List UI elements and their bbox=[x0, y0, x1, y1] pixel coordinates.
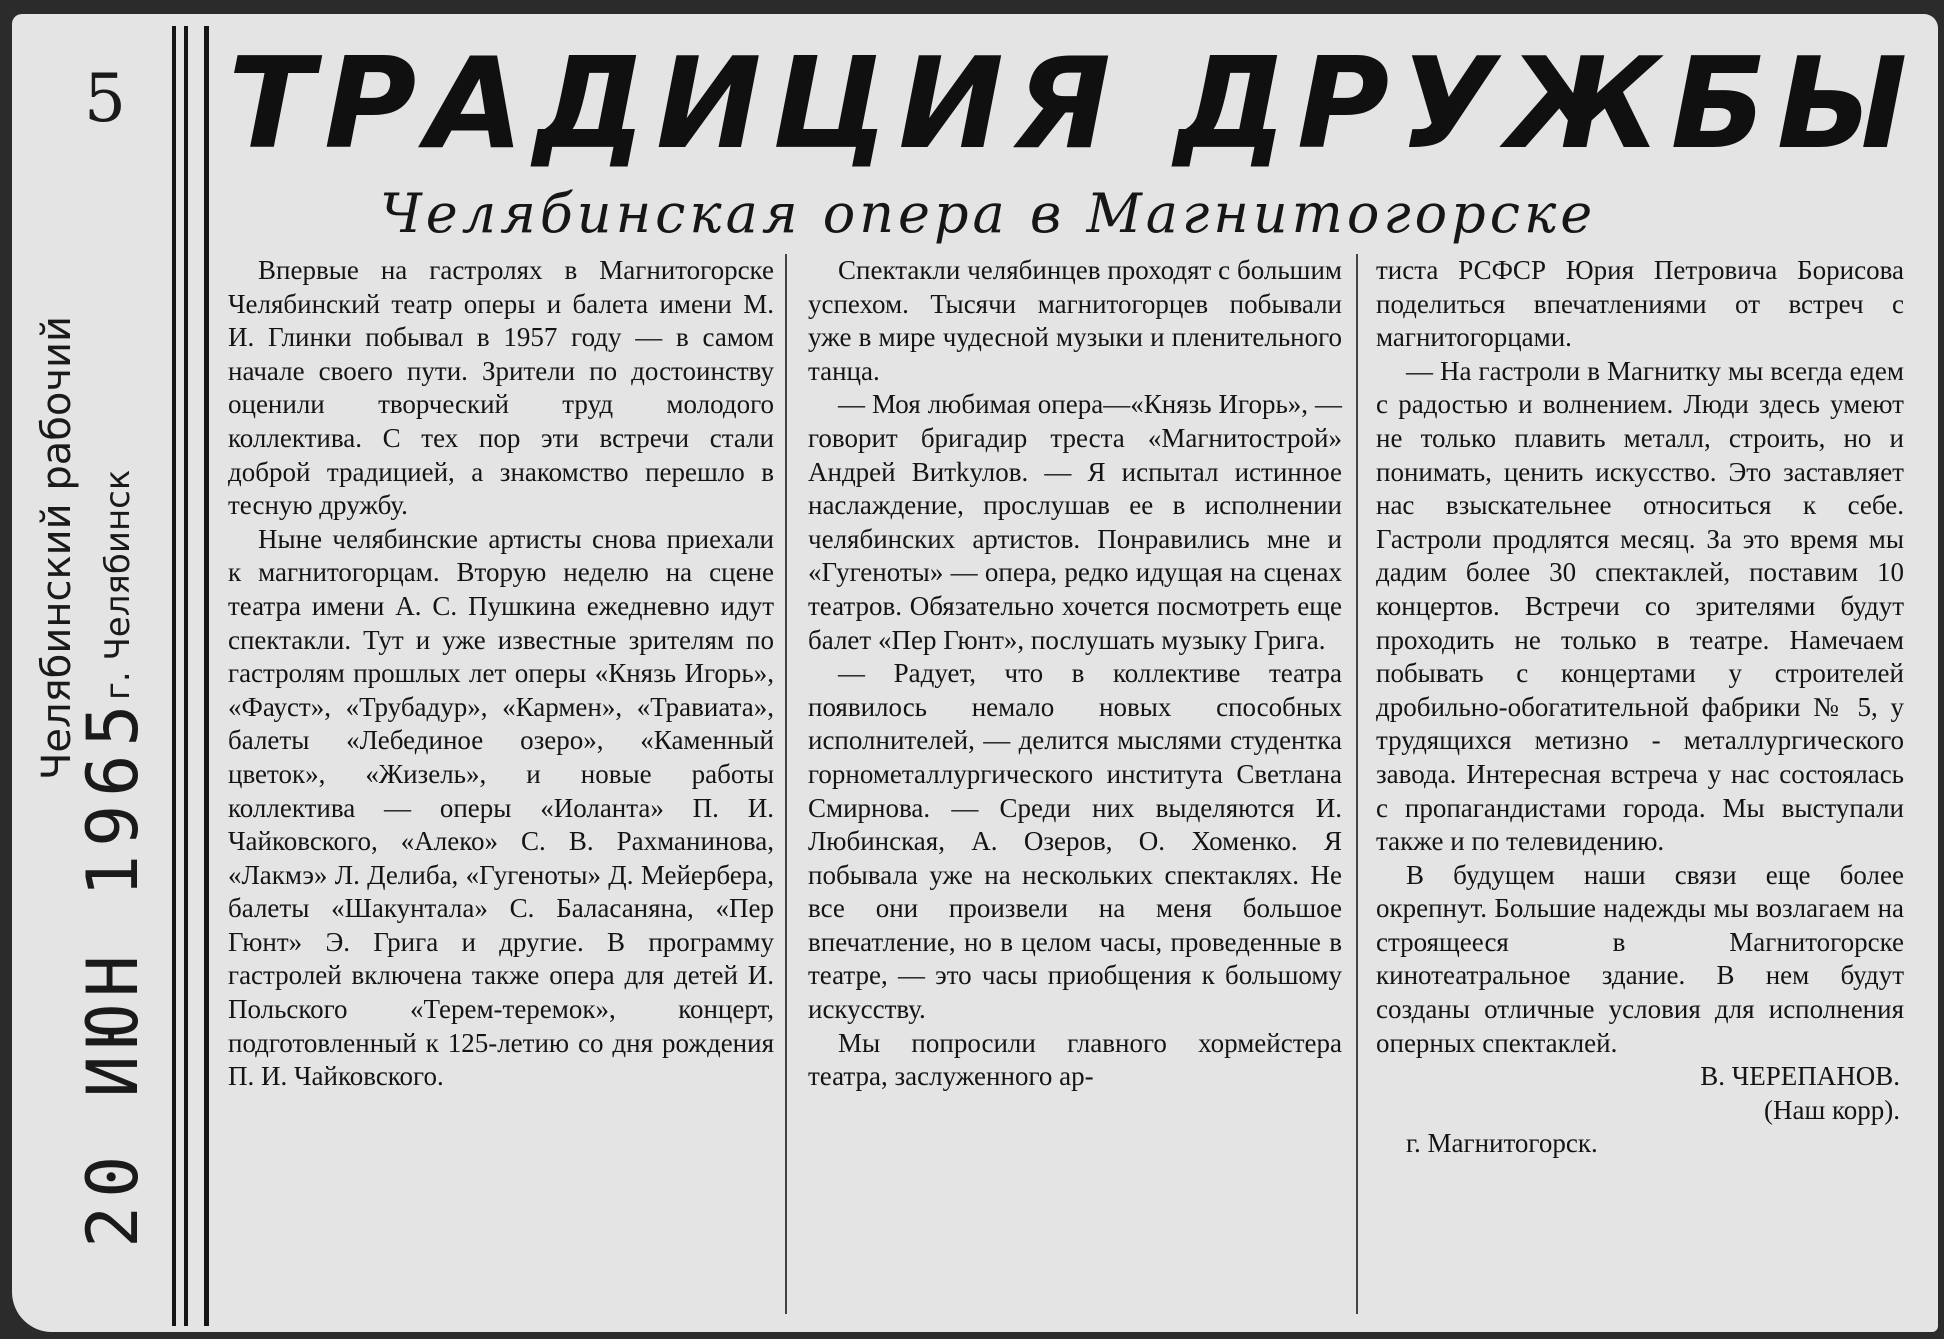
date-stamp: 20 ИЮН 1965 bbox=[72, 696, 154, 1248]
paragraph: — Радует, что в коллективе театра появилось немало новых способных исполнителей, — делится мыслями студентка горнометаллургического института Светлана Смирнова. — Среди них выделяются И. Любинская, А. Озеров, О. Хоменко. Я побывала уже на нескольких спектаклях. Не все они произвели на меня большое впечатление, но в целом часы, проведенные в театре, — это часы приобщения к большому искусству. bbox=[808, 658, 1342, 1025]
author-note: (Наш корр). bbox=[1763, 1094, 1900, 1125]
paragraph: — На гастроли в Магнитку мы всегда едем с радостью и волнением. Люди здесь умеют не только плавить металл, строить, но и понимать, ценить искусство. Это заставляет нас взыскательнее относиться к себе. Гастроли продлятся месяц. За это время мы дадим более 30 спектаклей, поставим 10 концертов. Встречи со зрителями будут проходить не только в театре. Намечаем побывать с концертами у строителей дробильно-обогатительной фабрики № 5, у трудящихся метизно - металлургического завода. Интересная встреча у нас состоялась с пропагандистами города. Мы выступали также и по телевидению. bbox=[1376, 355, 1904, 857]
paragraph: В будущем наши связи еще более окрепнут. Большие надежды мы возлагаем на строящееся в Магнитогорске кинотеатральное здание. В нем будут созданы отличные условия для исполнения оперных спектаклей. bbox=[1376, 859, 1904, 1058]
handwritten-mark: 5 bbox=[84, 60, 126, 137]
paragraph: Спектакли челябинцев проходят с большим успехом. Тысячи магнитогорцев побывали уже в мире чудесной музыки и пленительного танца. bbox=[808, 255, 1342, 386]
paragraph: — Моя любимая опера—«Князь Игорь», — говорит бригадир треста «Магнитострой» Андрей Витkулов. — Я испытал истинное наслаждение, прослушав ее в исполнении челябинских артистов. Понравились мне и «Гугеноты» — опера, редко идущая на сценах театров. Обязательно хочется посмотреть еще балет «Пер Гюнт», послушать музыку Грига. bbox=[808, 389, 1342, 655]
author-name: В. ЧЕРЕПАНОВ. bbox=[1700, 1061, 1900, 1092]
dateline: г. Магнитогорск. bbox=[1406, 1128, 1598, 1159]
paragraph: тиста РСФСР Юрия Петровича Борисова поделиться впечатлениями от встреч с магнитогорцами. bbox=[1376, 255, 1904, 353]
newspaper-name-stamp: Челябинский рабочий bbox=[34, 315, 80, 780]
text-column-3 bbox=[1376, 254, 1904, 1161]
city-stamp: г. Челябинск bbox=[98, 469, 138, 700]
paragraph: Впервые на гастролях в Магнитогорске Челябинский театр оперы и балета имени М. И. Глинки побывал в 1957 году — в самом начале своего пути. Зрители по достоинству оценили творческий труд молодого коллектива. С тех пор эти встречи стали доброй традицией, а знакомство перешло в тесную дружбу. bbox=[228, 255, 774, 521]
column-divider bbox=[1356, 254, 1358, 1314]
column-divider bbox=[785, 254, 787, 1314]
paragraph: Ныне челябинские артисты снова приехали к магнитогорцам. Вторую неделю на сцене театра имени А. С. Пушкина ежедневно идут спектакли. Тут и уже известные зрителям по гастролям прошлых лет оперы «Князь Игорь», «Фауст», «Трубадур», «Кармен», «Травиата», балеты «Лебединое озеро», «Каменный цветок», «Жизель», и новые работы коллектива — оперы «Иоланта» П. И. Чайковского, «Алеко» С. В. Рахманинова, «Лакмэ» Л. Делиба, «Гугеноты» Д. Мейербера, балеты «Шакунтала» С. Баласаняна, «Пер Гюнт» Э. Грига и другие. В программу гастролей включена также опера для детей И. Польского «Терем-теремок», концерт, подготовленный к 125-летию со дня рождения П. И. Чайковского. bbox=[228, 523, 774, 1092]
article-subtitle: Челябинская опера в Магнитогорске bbox=[380, 182, 1597, 245]
paragraph: Мы попросили главного хормейстера театра, заслуженного ар- bbox=[808, 1027, 1342, 1092]
text-column-2 bbox=[808, 254, 1342, 1094]
article-title: ТРАДИЦИЯ ДРУЖБЫ bbox=[228, 30, 1918, 177]
byline bbox=[1376, 1060, 1900, 1127]
column-rule bbox=[172, 26, 209, 1326]
text-column-1 bbox=[228, 254, 774, 1094]
